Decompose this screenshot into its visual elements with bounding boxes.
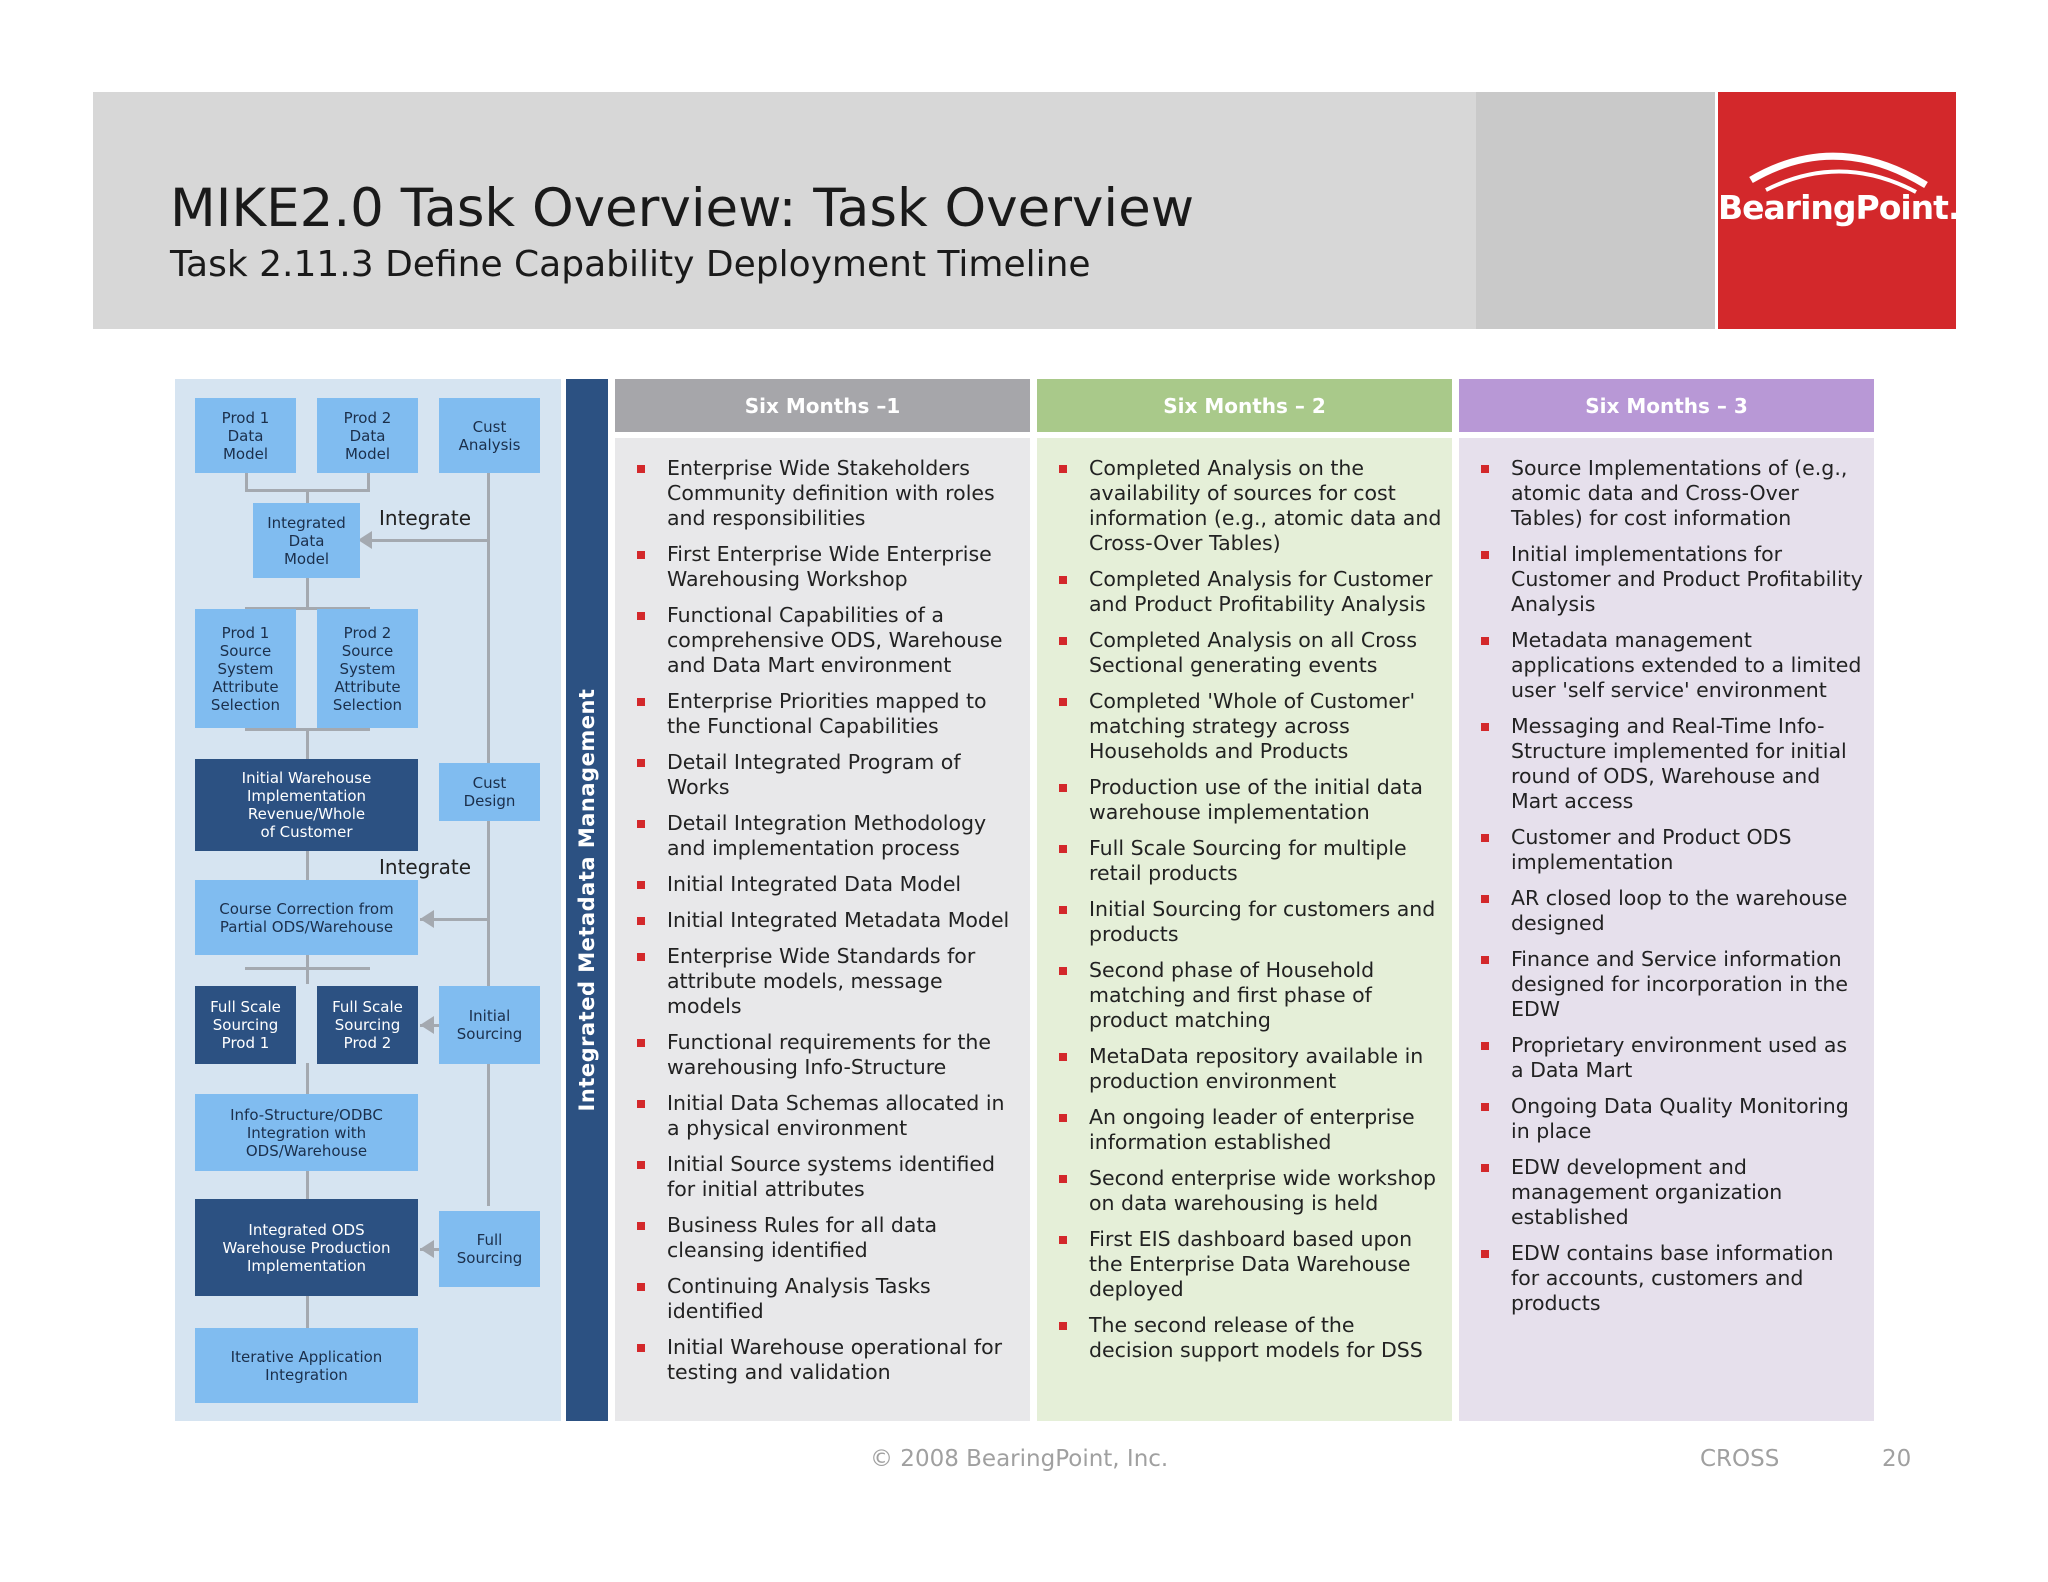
box-label: Iterative Application Integration [230,1347,383,1384]
box-label: Full Sourcing [456,1231,523,1267]
footer-section: CROSS [1700,1446,1780,1472]
prod2-source-box [317,609,418,728]
column-heading-text: Six Months – 3 [1585,393,1748,418]
box-label: Prod 2 Source System Attribute Selection [332,623,403,714]
column-heading-text: Six Months – 2 [1163,393,1326,418]
connector [245,967,370,970]
list-item: First EIS dashboard based upon the Enterprise Data Warehouse deployed [1089,1227,1442,1302]
list-item: Completed 'Whole of Customer' matching strategy across Households and Products [1089,689,1442,764]
list-item: Detail Integration Methodology and implementation process [667,811,1020,861]
prod1-data-model-box [195,398,296,473]
connector [306,1294,309,1329]
list-item: Proprietary environment used as a Data Mart [1511,1033,1864,1083]
list-item: Functional requirements for the warehousing Info-Structure [667,1030,1020,1080]
page-title: MIKE2.0 Task Overview: Task Overview [170,178,1195,239]
list-item: AR closed loop to the warehouse designed [1511,886,1864,936]
cust-analysis-box [439,398,540,473]
list-item: Initial Sourcing for customers and products [1089,897,1442,947]
integrated-ods-box [195,1199,418,1296]
box-label: Initial Sourcing [456,1007,523,1043]
page-subtitle: Task 2.11.3 Define Capability Deployment Timeline [170,244,1091,285]
list-item: Initial Data Schemas allocated in a physical environment [667,1091,1020,1141]
list-item: Completed Analysis for Customer and Product Profitability Analysis [1089,567,1442,617]
column-heading-text: Six Months –1 [744,393,901,418]
list-item: EDW contains base information for accounts, customers and products [1511,1241,1864,1316]
list-item: Continuing Analysis Tasks identified [667,1274,1020,1324]
arrow-icon [358,531,372,549]
list-item: Finance and Service information designed for incorporation in the EDW [1511,947,1864,1022]
box-label: Full Scale Sourcing Prod 2 [332,998,403,1052]
box-label: Prod 1 Source System Attribute Selection [210,623,281,714]
list-item: Initial Warehouse operational for testing and validation [667,1335,1020,1385]
list-item: MetaData repository available in production environment [1089,1044,1442,1094]
arrow-icon [420,910,434,928]
list-item: Production use of the initial data warehouse implementation [1089,775,1442,825]
box-label: Integrated ODS Warehouse Production Implementation [222,1220,391,1275]
arrow-icon [420,1240,434,1258]
full-sourcing-box [439,1211,540,1287]
column-1-list [615,438,1030,1385]
connector [306,577,309,609]
connector [487,472,490,1206]
list-item: The second release of the decision support models for DSS [1089,1313,1442,1363]
connector [372,539,488,542]
iterative-app-box [195,1328,418,1403]
connector [306,1063,309,1095]
column-3-list [1459,438,1874,1316]
prod1-source-box [195,609,296,728]
list-item: Second enterprise wide workshop on data warehousing is held [1089,1166,1442,1216]
box-label: Full Scale Sourcing Prod 1 [210,998,281,1052]
connector [245,728,370,731]
bearingpoint-logo [1718,92,1960,329]
info-structure-box [195,1094,418,1171]
initial-sourcing-box [439,986,540,1064]
column-2-heading [1037,379,1452,432]
box-label: Info-Structure/ODBC Integration with ODS/Warehouse [230,1105,383,1160]
list-item: Second phase of Household matching and first phase of product matching [1089,958,1442,1033]
course-correction-box [195,880,418,955]
box-label: Integrated Data Model [267,513,346,568]
box-label: Initial Warehouse Implementation Revenue/Whole of Customer [241,769,372,841]
list-item: EDW development and management organization established [1511,1155,1864,1230]
full-scale-prod1-box [195,986,296,1064]
box-label: Course Correction from Partial ODS/Warehouse [219,899,394,936]
list-item: Enterprise Wide Standards for attribute models, message models [667,944,1020,1019]
list-item: Business Rules for all data cleansing identified [667,1213,1020,1263]
column-3-body [1459,438,1874,1421]
page-number: 20 [1882,1446,1912,1472]
list-item: Initial Integrated Metadata Model [667,908,1020,933]
column-2-body [1037,438,1452,1421]
list-item: Ongoing Data Quality Monitoring in place [1511,1094,1864,1144]
list-item: Enterprise Wide Stakeholders Community definition with roles and responsibilities [667,456,1020,531]
list-item: Source Implementations of (e.g., atomic data and Cross-Over Tables) for cost information [1511,456,1864,531]
list-item: Initial Integrated Data Model [667,872,1020,897]
list-item: Messaging and Real-Time Info-Structure implemented for initial round of ODS, Warehouse and Mart access [1511,714,1864,814]
logo-text: BearingPoint. [1718,188,1960,227]
integrated-data-model-box [253,503,360,578]
list-item: Initial Source systems identified for initial attributes [667,1152,1020,1202]
list-item: Initial implementations for Customer and Product Profitability Analysis [1511,542,1863,616]
list-item: Enterprise Priorities mapped to the Functional Capabilities [667,689,1020,739]
header-band-accent [1476,92,1715,329]
list-item: Functional Capabilities of a comprehensive ODS, Warehouse and Data Mart environment [667,603,1020,678]
arrow-icon [420,1016,434,1034]
initial-warehouse-box [195,759,418,851]
box-label: Prod 2 Data Model [343,408,392,463]
list-item: Metadata management applications extended to a limited user 'self service' environment [1511,628,1864,703]
column-3-heading [1459,379,1874,432]
box-label: Cust Analysis [458,417,521,454]
footer-copyright: © 2008 BearingPoint, Inc. [870,1446,1169,1472]
integrate-label: Integrate [379,855,472,879]
column-1-heading [615,379,1030,432]
list-item: Detail Integrated Program of Works [667,750,1020,800]
box-label: Prod 1 Data Model [221,408,270,463]
list-item: Customer and Product ODS implementation [1511,825,1864,875]
list-item: Completed Analysis on all Cross Sectional generating events [1089,628,1442,678]
list-item: An ongoing leader of enterprise information established [1089,1105,1442,1155]
list-item: First Enterprise Wide Enterprise Warehousing Workshop [667,542,1020,592]
full-scale-prod2-box [317,986,418,1064]
box-label: Cust Design [463,774,516,810]
column-2-list [1037,438,1452,1363]
list-item: Full Scale Sourcing for multiple retail products [1089,836,1442,886]
list-item: Completed Analysis on the availability of sources for cost information (e.g., atomic data and Cross-Over Tables) [1089,456,1442,555]
cust-design-box [439,763,540,821]
integrate-label: Integrate [379,506,472,530]
metadata-management-label: Integrated Metadata Management [575,688,599,1112]
connector [306,850,309,880]
connector [306,1170,309,1200]
prod2-data-model-box [317,398,418,473]
connector [306,728,309,760]
column-1-body [615,438,1030,1421]
